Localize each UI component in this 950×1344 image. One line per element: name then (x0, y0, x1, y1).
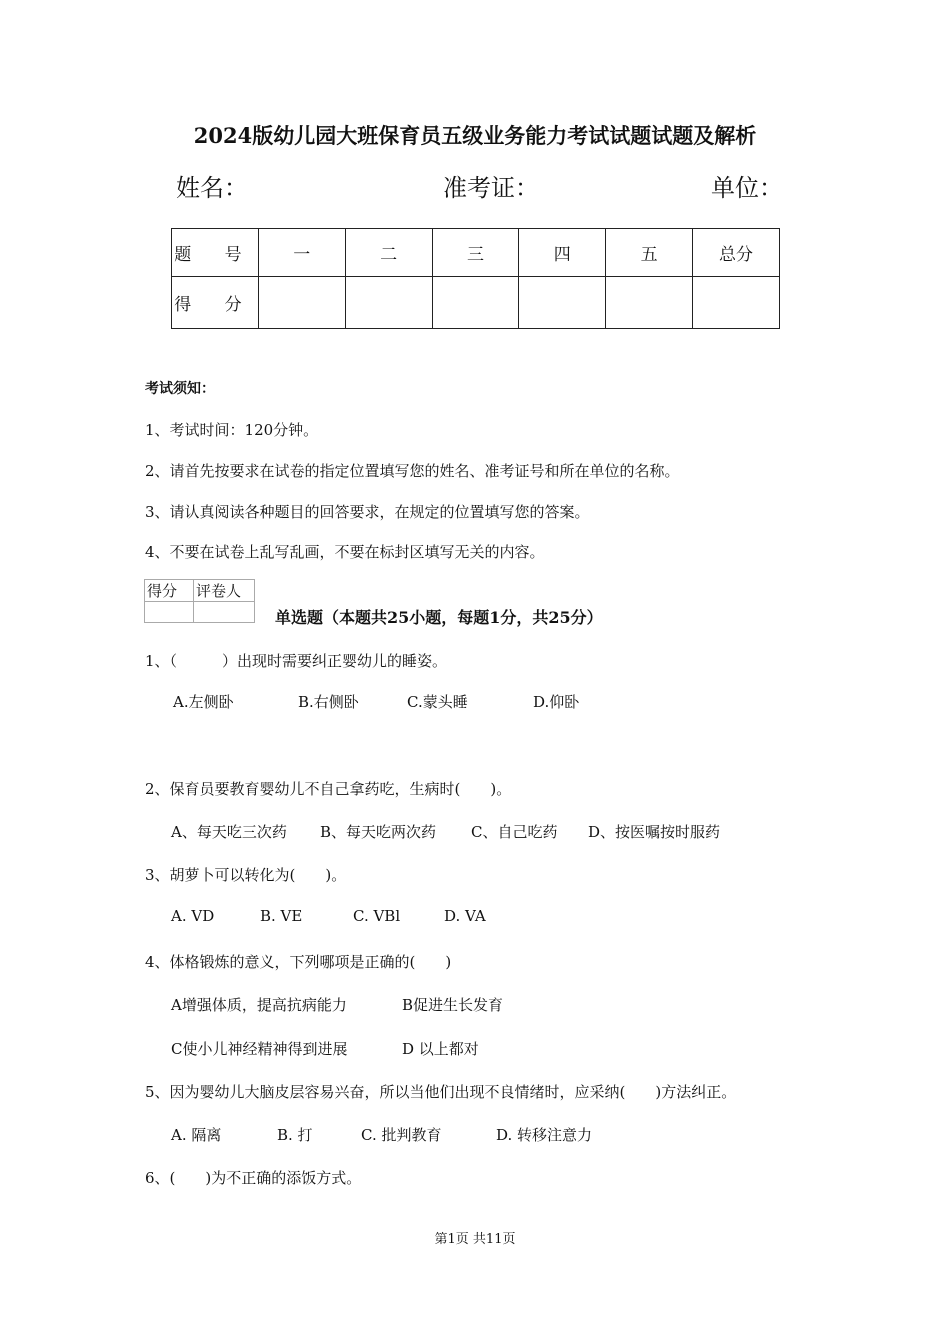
score-table-cell: 五 (606, 229, 693, 277)
grader-name-cell[interactable] (194, 602, 255, 623)
question-option: A. 隔离 (171, 1126, 222, 1144)
section-title: 单选题（本题共25小题，每题1分，共25分） (275, 608, 603, 627)
question-stem: 1、（ ）出现时需要纠正婴幼儿的睡姿。 (145, 652, 448, 670)
question-option: A. VD (171, 907, 215, 925)
question-option: B促进生长发育 (402, 996, 504, 1014)
score-input-cell[interactable] (345, 277, 432, 329)
score-table-cell: 总分 (693, 229, 780, 277)
question-stem: 2、保育员要教育婴幼儿不自己拿药吃，生病时( )。 (145, 780, 512, 798)
question-stem: 6、( )为不正确的添饭方式。 (145, 1169, 362, 1187)
score-table-header-row (172, 229, 780, 277)
grader-box (144, 579, 255, 623)
notice-item: 4、不要在试卷上乱写乱画，不要在标封区填写无关的内容。 (145, 543, 545, 561)
score-table-cell: 题 号 (172, 229, 259, 277)
question-option: D. VA (444, 907, 486, 925)
question-option: B. VE (260, 907, 303, 925)
score-table-cell: 四 (519, 229, 606, 277)
score-input-cell[interactable] (519, 277, 606, 329)
notice-item: 1、考试时间：120分钟。 (145, 421, 319, 439)
question-option: C. 批判教育 (361, 1126, 442, 1144)
name-label: 姓名： (176, 174, 248, 202)
question-option: D、按医嘱按时服药 (588, 823, 721, 841)
notice-heading: 考试须知： (145, 381, 215, 397)
score-table-cell: 得 分 (172, 277, 259, 329)
page-footer: 第1页 共11页 (434, 1232, 516, 1247)
question-option: D.仰卧 (533, 693, 580, 711)
grader-score-cell[interactable] (145, 602, 194, 623)
score-input-cell[interactable] (258, 277, 345, 329)
score-table-cell: 一 (258, 229, 345, 277)
question-option: B、每天吃两次药 (320, 823, 437, 841)
page-title: 2024版幼儿园大班保育员五级业务能力考试试题试题及解析 (193, 123, 757, 148)
exam-id-label: 准考证： (443, 174, 539, 202)
question-stem: 4、体格锻炼的意义，下列哪项是正确的( ) (145, 953, 452, 971)
score-input-cell[interactable] (693, 277, 780, 329)
question-option: A增强体质，提高抗病能力 (171, 996, 347, 1014)
question-stem: 3、胡萝卜可以转化为( )。 (145, 866, 347, 884)
question-option: C.蒙头睡 (407, 693, 468, 711)
question-option: C. VBl (353, 907, 401, 925)
question-option: C使小儿神经精神得到进展 (171, 1040, 348, 1058)
score-table-cell: 二 (345, 229, 432, 277)
question-option: B.右侧卧 (298, 693, 359, 711)
notice-item: 2、请首先按要求在试卷的指定位置填写您的姓名、准考证号和所在单位的名称。 (145, 462, 680, 480)
grader-name-label: 评卷人 (194, 580, 255, 602)
notice-item: 3、请认真阅读各种题目的回答要求，在规定的位置填写您的答案。 (145, 503, 590, 521)
unit-label: 单位： (711, 174, 783, 202)
grader-score-label: 得分 (145, 580, 194, 602)
score-table-cell: 三 (432, 229, 519, 277)
question-stem: 5、因为婴幼儿大脑皮层容易兴奋，所以当他们出现不良情绪时，应采纳( )方法纠正。 (145, 1083, 737, 1101)
question-option: C、自己吃药 (471, 823, 558, 841)
question-option: A、每天吃三次药 (171, 823, 287, 841)
question-option: D. 转移注意力 (496, 1126, 593, 1144)
score-table (171, 228, 780, 329)
score-input-cell[interactable] (432, 277, 519, 329)
score-input-cell[interactable] (606, 277, 693, 329)
score-table-score-row (172, 277, 780, 329)
question-option: D 以上都对 (402, 1040, 479, 1058)
question-option: B. 打 (277, 1126, 313, 1144)
question-option: A.左侧卧 (173, 693, 234, 711)
